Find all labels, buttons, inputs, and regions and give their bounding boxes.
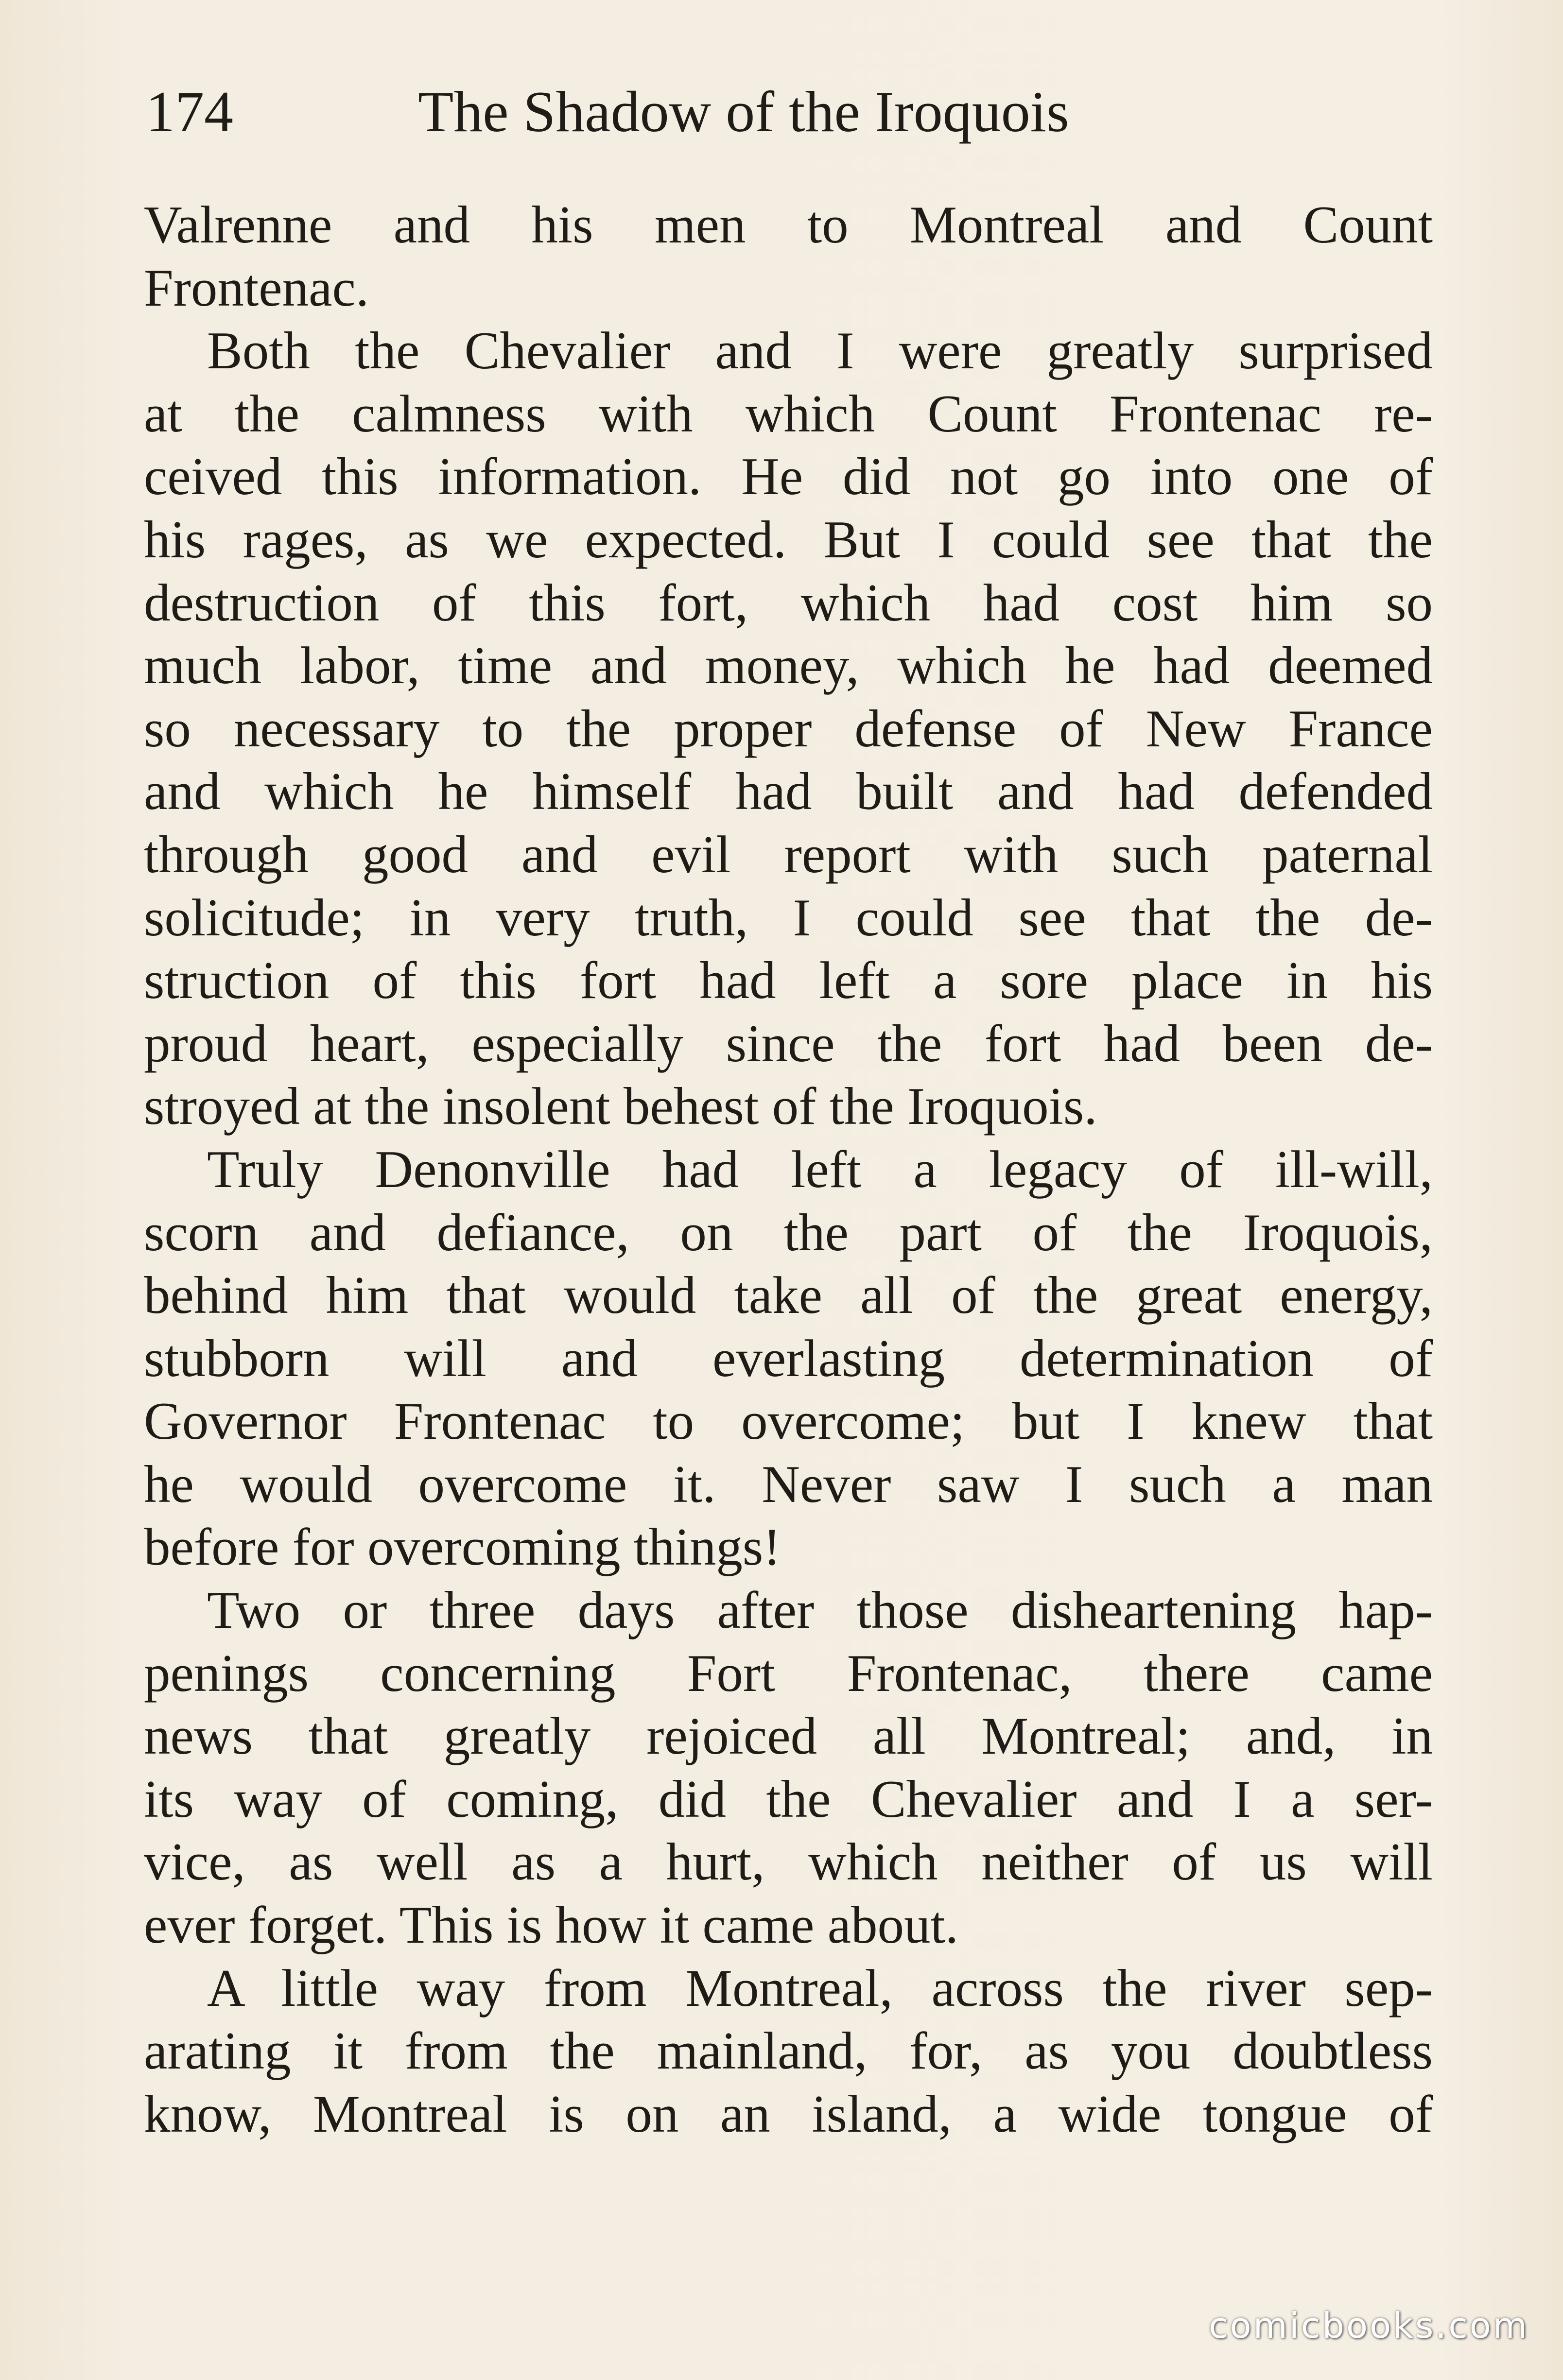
text-line: through good and evil report with such paternal <box>144 825 1433 884</box>
text-line: behind him that would take all of the great energy, <box>144 1266 1433 1325</box>
text-line: ceived this information. He did not go into one of <box>144 447 1433 506</box>
text-line: his rages, as we expected. But I could see that the <box>144 510 1433 569</box>
text-line: destruction of this fort, which had cost him so <box>144 573 1433 632</box>
text-line: struction of this fort had left a sore place in his <box>144 951 1433 1010</box>
text-line: proud heart, especially since the fort had been de- <box>144 1014 1433 1073</box>
paragraph <box>144 1579 1433 1957</box>
paragraph <box>144 1957 1433 2146</box>
text-line: Governor Frontenac to overcome; but I knew that <box>144 1392 1433 1451</box>
text-line: so necessary to the proper defense of New France <box>144 699 1433 758</box>
paragraph <box>144 193 1433 319</box>
paragraph <box>144 319 1433 1138</box>
text-line: A little way from Montreal, across the river sep- <box>207 1958 1433 2018</box>
text-line: Truly Denonville had left a legacy of ill-will, <box>207 1139 1433 1199</box>
paragraph <box>144 1138 1433 1579</box>
text-line: much labor, time and money, which he had deemed <box>144 636 1433 695</box>
page-number: 174 <box>146 79 233 144</box>
text-line: Frontenac. <box>144 258 369 317</box>
text-line: news that greatly rejoiced all Montreal; and, in <box>144 1707 1433 1766</box>
text-line: he would overcome it. Never saw I such a man <box>144 1454 1433 1514</box>
text-line: stubborn will and everlasting determination of <box>144 1328 1433 1388</box>
body-text <box>144 193 1433 2145</box>
text-line: solicitude; in very truth, I could see that the de- <box>144 888 1433 947</box>
running-title: The Shadow of the Iroquois <box>418 79 1069 144</box>
text-line: Valrenne and his men to Montreal and Count <box>144 195 1433 254</box>
text-line: arating it from the mainland, for, as you doubtless <box>144 2021 1433 2081</box>
text-line: before for overcoming things! <box>144 1518 781 1577</box>
running-head <box>146 73 1434 151</box>
watermark-logo: comicbooks.com <box>1208 2305 1529 2346</box>
text-line: know, Montreal is on an island, a wide tongue of <box>144 2084 1433 2143</box>
text-line: vice, as well as a hurt, which neither of us will <box>144 1832 1433 1892</box>
text-line: and which he himself had built and had defended <box>144 762 1433 821</box>
text-line: scorn and defiance, on the part of the Iroquois, <box>144 1203 1433 1262</box>
text-line: Two or three days after those disheartening hap- <box>207 1581 1433 1640</box>
text-line: penings concerning Fort Frontenac, there came <box>144 1643 1433 1703</box>
text-line: stroyed at the insolent behest of the Iroquois. <box>144 1077 1097 1136</box>
text-line: ever forget. This is how it came about. <box>144 1896 958 1955</box>
text-line: at the calmness with which Count Frontenac re- <box>144 384 1433 443</box>
text-line: Both the Chevalier and I were greatly surprised <box>207 321 1433 380</box>
text-line: its way of coming, did the Chevalier and I a ser- <box>144 1769 1433 1828</box>
